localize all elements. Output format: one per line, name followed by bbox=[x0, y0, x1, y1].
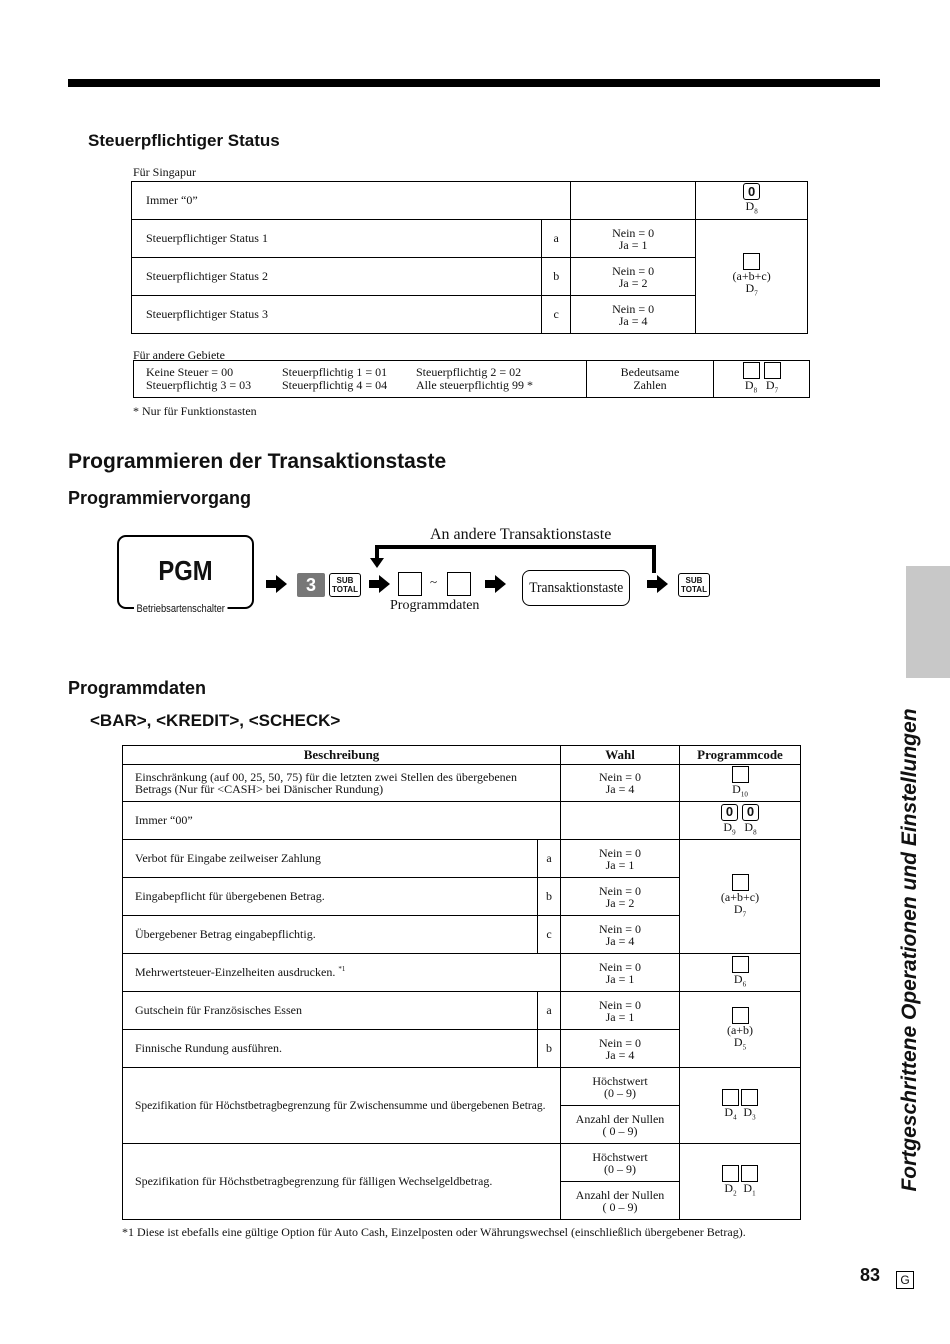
loop-label: An andere Transaktionstaste bbox=[430, 526, 612, 543]
row-status-3: Steuerpflichtiger Status 3 bbox=[132, 296, 542, 334]
letter-c: c bbox=[538, 916, 561, 954]
row-partial-payment: Verbot für Eingabe zeilweiser Zahlung bbox=[123, 840, 538, 878]
program-data-box-end bbox=[447, 572, 471, 596]
section-title-tax-status: Steuerpflichtiger Status bbox=[88, 131, 280, 150]
program-data-label: Programmdaten bbox=[390, 598, 480, 613]
choice-status-2: Nein = 0 Ja = 2 bbox=[571, 258, 696, 296]
footnote-function-keys: * Nur für Funktionstasten bbox=[133, 404, 257, 418]
key-3[interactable]: 3 bbox=[297, 573, 325, 597]
row-finnish-rounding: Finnische Rundung ausführen. bbox=[123, 1030, 538, 1068]
choice-max-value: Höchstwert (0 – 9) bbox=[561, 1068, 680, 1106]
choice-max-value: Höchstwert (0 – 9) bbox=[561, 1144, 680, 1182]
row-status-1: Steuerpflichtiger Status 1 bbox=[132, 220, 542, 258]
pgm-mode-box bbox=[117, 535, 254, 609]
row-always-00: Immer “00” bbox=[123, 802, 561, 840]
language-badge: G bbox=[896, 1271, 914, 1289]
choice-partial-payment: Nein = 0 Ja = 1 bbox=[561, 840, 680, 878]
code-d2-d1: $D_2$ $D_1$ bbox=[680, 1144, 801, 1220]
code-d9-d8: 0 $D_9$ 0 $D_8$ bbox=[680, 802, 801, 840]
row-amount-compulsory: Übergebener Betrag eingabepflichtig. bbox=[123, 916, 538, 954]
code-d8: 0 $D_8$ bbox=[696, 182, 808, 220]
letter-b: b bbox=[542, 258, 571, 296]
tax-codes: Keine Steuer = 00 Steuerpflichtig 1 = 01 Steuerpflichtig 2 = 02 Steuerpflichtig 3 = 03 Steuerpflichtig 4 = 04 Alle steuerpflichtig 99 * bbox=[134, 361, 587, 398]
code-d10: $D_{10}$ bbox=[680, 765, 801, 802]
row-always-zero: Immer “0” bbox=[132, 182, 571, 220]
letter-c: c bbox=[542, 296, 571, 334]
pgm-label: PGM bbox=[158, 555, 213, 586]
row-restriction: Einschränkung (auf 00, 25, 50, 75) für die letzten zwei Stellen des übergebenen Betrags (Nur für <CASH> bei Dänischer Rundung) bbox=[123, 765, 561, 802]
row-limit-change: Spezifikation für Höchstbetragbegrenzung für fälligen Wechselgeldbetrag. bbox=[123, 1144, 561, 1220]
arrow-right-icon bbox=[485, 575, 506, 593]
choice-french-voucher: Nein = 0 Ja = 1 bbox=[561, 992, 680, 1030]
arrow-right-icon bbox=[647, 575, 668, 593]
letter-b: b bbox=[538, 878, 561, 916]
choice-amount-compulsory: Nein = 0 Ja = 4 bbox=[561, 916, 680, 954]
choice-vat-details: Nein = 0 Ja = 1 bbox=[561, 954, 680, 992]
program-data-table bbox=[122, 745, 801, 1220]
header-choice: Wahl bbox=[561, 746, 680, 765]
letter-a: a bbox=[538, 840, 561, 878]
header-description: Beschreibung bbox=[123, 746, 561, 765]
arrow-right-icon bbox=[266, 575, 287, 593]
section-subtitle-procedure: Programmiervorgang bbox=[68, 488, 252, 508]
significant-digits: Bedeutsame Zahlen bbox=[587, 361, 714, 398]
page-number: 83 bbox=[860, 1265, 881, 1285]
choice-amount-required: Nein = 0 Ja = 2 bbox=[561, 878, 680, 916]
loop-line-right bbox=[652, 545, 656, 573]
choice-zero-count: Anzahl der Nullen ( 0 – 9) bbox=[561, 1182, 680, 1220]
letter-b: b bbox=[538, 1030, 561, 1068]
program-data-box-start bbox=[398, 572, 422, 596]
side-tab-marker bbox=[906, 566, 950, 678]
section-title-program-data: Programmdaten bbox=[68, 678, 207, 698]
subtotal-key-end[interactable]: SUB TOTAL bbox=[678, 573, 710, 597]
singapore-label: Für Singapur bbox=[133, 165, 196, 179]
code-d4-d3: $D_4$ $D_3$ bbox=[680, 1068, 801, 1144]
choice-restriction: Nein = 0 Ja = 4 bbox=[561, 765, 680, 802]
choice-finnish-rounding: Nein = 0 Ja = 4 bbox=[561, 1030, 680, 1068]
arrow-right-icon bbox=[369, 575, 390, 593]
code-d7-combo: (a+b+c) $D_7$ bbox=[680, 840, 801, 954]
side-tab-label: Fortgeschrittene Operationen und Einstellungen bbox=[898, 708, 921, 1192]
mode-switch-label: Betriebsartenschalter bbox=[134, 603, 227, 615]
singapore-table bbox=[131, 181, 808, 334]
code-d5-combo: (a+b) $D_5$ bbox=[680, 992, 801, 1068]
footnote-auto-cash: *1 Diese ist ebefalls eine gültige Option für Auto Cash, Einzelposten oder Währungswechsel (einschließlich übergebener Betrag). bbox=[122, 1225, 746, 1239]
loop-arrow-down-icon bbox=[370, 558, 384, 568]
letter-a: a bbox=[542, 220, 571, 258]
choice-status-3: Nein = 0 Ja = 4 bbox=[571, 296, 696, 334]
code-d7-combo: (a+b+c) $D_7$ bbox=[696, 220, 808, 334]
letter-a: a bbox=[538, 992, 561, 1030]
tilde: ~ bbox=[430, 574, 438, 589]
subtotal-key[interactable]: SUB TOTAL bbox=[329, 573, 361, 597]
header-code: Programmcode bbox=[680, 746, 801, 765]
row-amount-required: Eingabepflicht für übergebenen Betrag. bbox=[123, 878, 538, 916]
section-title-program-transaction: Programmieren der Transaktionstaste bbox=[68, 450, 447, 473]
row-status-2: Steuerpflichtiger Status 2 bbox=[132, 258, 542, 296]
other-regions-table bbox=[133, 360, 810, 398]
transaction-key[interactable]: Transaktionstaste bbox=[522, 570, 630, 606]
row-french-voucher: Gutschein für Französisches Essen bbox=[123, 992, 538, 1030]
row-limit-subtotal: Spezifikation für Höchstbetragbegrenzung für Zwischensumme und übergebenen Betrag. bbox=[123, 1068, 561, 1144]
row-vat-details: Mehrwertsteuer-Einzelheiten ausdrucken. $^{*1}$ bbox=[123, 954, 561, 992]
loop-line bbox=[375, 545, 656, 549]
section-subtitle-keys: <BAR>, <KREDIT>, <SCHECK> bbox=[90, 711, 341, 730]
code-d8-d7: $D_8$ $D_7$ bbox=[714, 361, 810, 398]
code-d6: $D_6$ bbox=[680, 954, 801, 992]
choice-zero-count: Anzahl der Nullen ( 0 – 9) bbox=[561, 1106, 680, 1144]
other-regions-label: Für andere Gebiete bbox=[133, 348, 225, 362]
choice-status-1: Nein = 0 Ja = 1 bbox=[571, 220, 696, 258]
top-rule bbox=[68, 79, 880, 87]
